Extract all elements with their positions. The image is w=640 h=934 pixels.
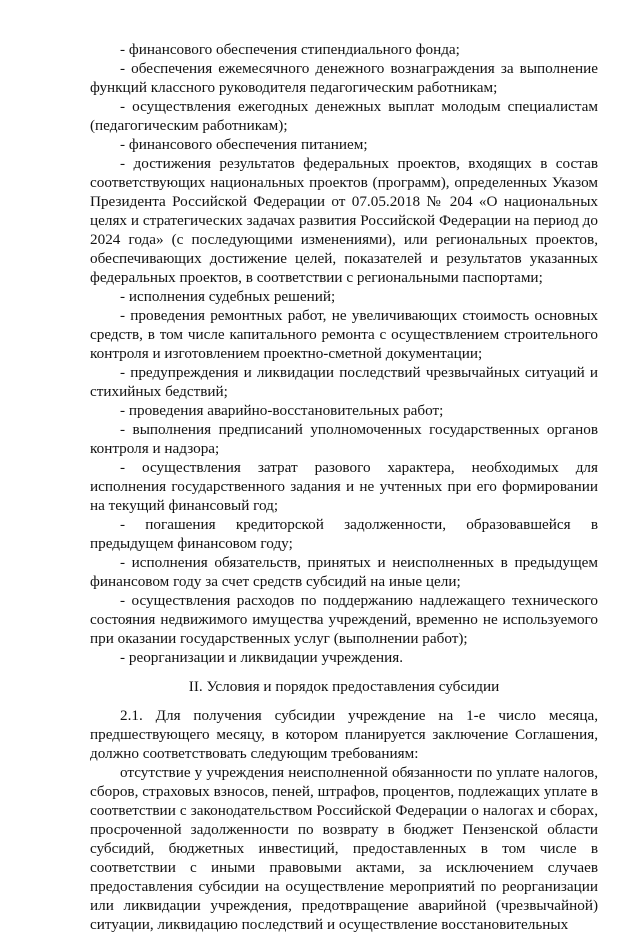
list-item: - осуществления затрат разового характера, необходимых для исполнения государственного задания и не учтенных при его формировании на текущий финансовый год; bbox=[90, 459, 598, 514]
list-item: - исполнения обязательств, принятых и неисполненных в предыдущем финансовом году за счет средств субсидий на иные цели; bbox=[90, 554, 598, 590]
section-heading: II. Условия и порядок предоставления субсидии bbox=[188, 678, 500, 695]
section-paragraph: 2.1. Для получения субсидии учреждение на 1-е число месяца, предшествующего месяцу, в котором планируется заключение Соглашения, должно соответствовать следующим требованиям: bbox=[90, 707, 598, 762]
list-item: - осуществления расходов по поддержанию надлежащего технического состояния недвижимого имущества учреждений, временно не используемого при оказании государственных услуг (выполнении работ); bbox=[90, 592, 598, 647]
list-item: - финансового обеспечения питанием; bbox=[120, 136, 368, 153]
list-item: - исполнения судебных решений; bbox=[120, 288, 336, 305]
list-item: - проведения ремонтных работ, не увеличивающих стоимость основных средств, в том числе капитального ремонта с осуществлением строительного контроля и изготовлением проектно-сметной документации; bbox=[90, 307, 598, 362]
list-item: - проведения аварийно-восстановительных работ; bbox=[120, 402, 444, 419]
section-paragraph: отсутствие у учреждения неисполненной обязанности по уплате налогов, сборов, страховых взносов, пеней, штрафов, процентов, подлежащих уплате в соответствии с законодательством Российской Федерации о налогах и сборах, просроченной задолженности по возврату в бюджет Пензенской области субсидий, бюджетных инвестиций, предоставленных в том числе в соответствии с иными правовыми актами, за исключением случаев предоставления субсидии на осуществление мероприятий по реорганизации или ликвидации учреждения, предотвращение аварийной (чрезвычайной) ситуации, ликвидацию последствий и осуществление восстановительных bbox=[90, 764, 598, 933]
document-page bbox=[90, 40, 598, 934]
list-item: - выполнения предписаний уполномоченных государственных органов контроля и надзора; bbox=[90, 421, 598, 457]
list-item: - достижения результатов федеральных проектов, входящих в состав соответствующих национальных проектов (программ), определенных Указом Президента Российской Федерации от 07.05.2018 № 204 «О национальных целях и стратегических задачах развития Российской Федерации на период до 2024 года» (с последующими изменениями), или региональных проектов, обеспечивающих достижение целей, показателей и результатов указанных федеральных проектов, в соответствии с региональными паспортами; bbox=[90, 155, 598, 286]
list-item: - предупреждения и ликвидации последствий чрезвычайных ситуаций и стихийных бедствий; bbox=[90, 364, 598, 400]
list-item: - погашения кредиторской задолженности, образовавшейся в предыдущем финансовом году; bbox=[90, 516, 598, 552]
list-item: - реорганизации и ликвидации учреждения. bbox=[120, 649, 404, 666]
list-item: - обеспечения ежемесячного денежного вознаграждения за выполнение функций классного руководителя педагогическим работникам; bbox=[90, 60, 598, 96]
list-item: - осуществления ежегодных денежных выплат молодым специалистам (педагогическим работникам); bbox=[90, 98, 598, 134]
list-item: - финансового обеспечения стипендиального фонда; bbox=[120, 41, 460, 58]
